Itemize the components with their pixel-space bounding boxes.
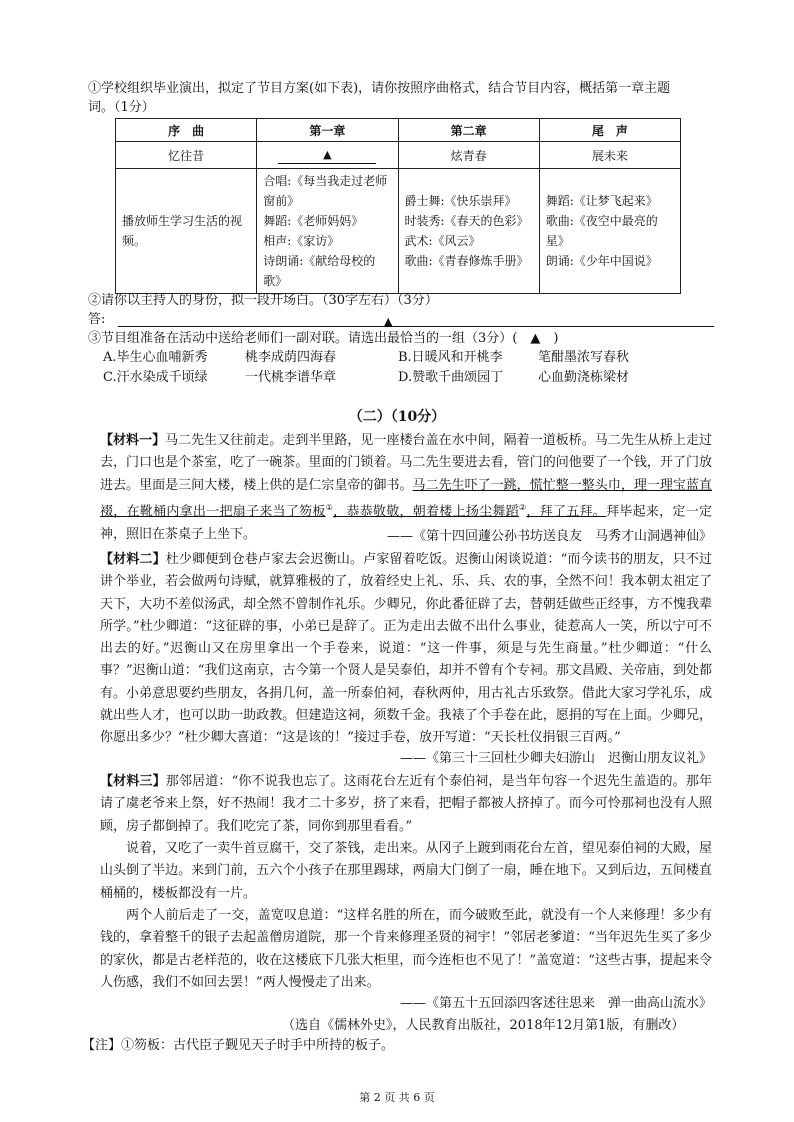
answer-blank[interactable] <box>278 146 376 164</box>
theme-chapter-2: 炫青春 <box>398 142 539 169</box>
citation: （选自《儒林外史》，人民教育出版社，2018年12月第1版，有删改） <box>282 1018 685 1033</box>
table-header-row <box>116 119 681 142</box>
note-ref-2: ② <box>518 502 527 512</box>
option-d-right: 心血勤浇栋梁材 <box>538 370 630 385</box>
header-overture: 序 曲 <box>116 119 257 142</box>
material-3 <box>100 771 712 838</box>
option-b-right: 笔酣墨浓写春秋 <box>538 350 630 365</box>
material-1-source: ——《第十四回蘧公孙书坊送良友 马秀才山洞遇神仙》 <box>386 529 712 544</box>
material-1-underlined-2: ，恭恭敬敬，朝着楼上扬尘舞蹈 <box>333 504 519 520</box>
content-chapter-2: 爵士舞:《快乐崇拜》 时装秀:《春天的色彩》 武术:《风云》 歌曲:《青春修炼手册》 <box>398 169 539 294</box>
material-3-p1: 那邻居道：“你不说我也忘了。这雨花台左近有个泰伯祠，是当年句容一个迟先生盖造的。那年请了虞老爷来上祭，好不热闹！我才二十多岁，挤了来看，把帽子都被人挤掉了。而今可怜那祠也没有人照顾，房子都倒掉了。我们吃完了茶，同你到那里看看。” <box>100 774 712 834</box>
question-3: ③节目组准备在活动中送给老师们一副对联。请选出最恰当的一组（3分）( ▲ ) <box>88 331 559 346</box>
section-title: （二）（10分） <box>348 409 446 425</box>
question-1-line1: ①学校组织毕业演出，拟定了节目方案(如下表)，请你按照序曲格式，结合节目内容，概括第一章主题 <box>88 81 671 96</box>
material-1-text-b: 拜毕起来，定一定神，照旧在茶桌子上坐下。 <box>100 504 712 542</box>
header-epilogue: 尾 声 <box>539 119 680 142</box>
table-content-row <box>116 169 681 294</box>
answer-line[interactable] <box>118 325 714 327</box>
theme-epilogue: 展未来 <box>539 142 680 169</box>
triangle-mark: ▲ <box>323 148 332 161</box>
material-3-p3: 两个人前后走了一交，盖宽叹息道：“这样名胜的所在，而今破败至此，就没有一个人来修理！多少有钱的，拿着整千的银子去起盖僧房道院，那一个肯来修理圣贤的祠宇！”邻居老爹道：“当年迟先生买了多少的家伙，都是古老样范的，收在这楼底下几张大柜里，而今连柜也不见了！”盖宽道：“这些古事，提起来令人伤感，我们不如回去罢！”两人慢慢走了出来。 <box>100 908 712 990</box>
header-chapter-2: 第二章 <box>398 119 539 142</box>
answer-triangle: ▲ <box>384 315 393 328</box>
material-2-source: ——《第三十三回杜少卿夫妇游山 迟衡山朋友议礼》 <box>399 751 712 766</box>
content-chapter-1: 合唱:《每当我走过老师窗前》 舞蹈:《老师妈妈》 相声:《家访》 诗朗诵:《献给母校的歌》 <box>257 169 398 294</box>
option-a[interactable]: A.毕生心血哺新秀 <box>103 350 208 365</box>
option-d[interactable]: D.赞歌千曲颂园丁 <box>398 370 504 385</box>
footnote: 【注】①笏板：古代臣子觐见天子时手中所持的板子。 <box>82 1038 395 1053</box>
material-3-label: 【材料三】 <box>100 774 166 789</box>
material-3-p2: 说着，又吃了一卖牛首豆腐干，交了茶钱，走出来。从冈子上踱到雨花台左首，望见泰伯祠的大殿，屋山头倒了半边。来到门前，五六个小孩子在那里踢球，两扇大门倒了一扇，睡在地下。又到后边，五间楼直桶桶的，楼板都没有一片。 <box>100 841 712 901</box>
header-chapter-1: 第一章 <box>257 119 398 142</box>
theme-overture: 忆往昔 <box>116 142 257 169</box>
material-1-underlined: 马二先生吓了一跳，慌忙整一整头巾，理一理宝蓝直裰，在靴桶内拿出一把扇子来当了笏板 <box>100 477 712 520</box>
material-2 <box>100 549 712 750</box>
table-theme-row <box>116 142 681 169</box>
option-c-right: 一代桃李谱华章 <box>245 370 337 385</box>
material-2-text: 杜少卿便到仓巷卢家去会迟衡山。卢家留着吃饭。迟衡山闲谈说道：“而今读书的朋友，只不过讲个举业，若会做两句诗赋，就算雅极的了，放着经史上礼、乐、兵、农的事，全然不问！我本朝太祖定了天下，大功不差似汤武，却全然不曾制作礼乐。少卿兄，你此番征辟了去，替朝廷做些正经事，方不愧我辈所学。”杜少卿道：“这征辟的事，小弟已是辞了。正为走出去做不出什么事业，徒惹高人一笑，所以宁可不出去的好。”迟衡山又在房里拿出一个手卷来，说道：“这一件事，须是与先生商量。”杜少卿道：“什么事？”迟衡山道：“我们这南京，古今第一个贤人是吴泰伯，却并不曾有个专祠。那文昌殿、关帝庙，到处都有。小弟意思要约些朋友，各捐几何，盖一所泰伯祠，春秋两仲，用古礼古乐致祭。借此大家习学礼乐，成就出些人才，也可以助一助政教。但建造这祠，须数千金。我裱了个手卷在此，愿捐的写在上面。少卿兄，你愿出多少？”杜少卿大喜道：“这是该的！”接过手卷，放开写道：“天长杜仪捐银三百两。” <box>100 552 712 746</box>
option-c[interactable]: C.汗水染成千顷绿 <box>103 370 208 385</box>
material-2-label: 【材料二】 <box>100 552 166 567</box>
material-1-text-a: 马二先生又往前走。走到半里路，见一座楼台盖在水中间，隔着一道板桥。马二先生从桥上走过去，门口也是个茶室，吃了一碗茶。里面的门锁着。马二先生要进去看，管门的问他要了一个钱，开了门放进去。里面是三间大楼，楼上供的是仁宗皇帝的御书。 <box>100 433 712 493</box>
material-1-label: 【材料一】 <box>100 433 166 448</box>
content-overture: 播放师生学习生活的视频。 <box>116 169 257 294</box>
theme-chapter-1-cell <box>257 142 398 169</box>
content-epilogue: 舞蹈:《让梦飞起来》 歌曲:《夜空中最亮的星》 朗诵:《少年中国说》 <box>539 169 680 294</box>
question-1-line2: 词。（1分） <box>88 100 155 115</box>
material-3-source: ——《第五十五回添四客述往思来 弹一曲高山流水》 <box>399 996 712 1011</box>
question-2: ②请你以主持人的身份，拟一段开场白。（30字左右）（3分） <box>88 293 438 308</box>
program-table <box>115 118 681 294</box>
material-1-underlined-3: ，拜了五拜。 <box>526 504 607 520</box>
option-a-right: 桃李成荫四海春 <box>245 350 337 365</box>
note-ref-1: ① <box>325 502 334 512</box>
page-footer: 第 2 页 共 6 页 <box>359 1091 435 1104</box>
option-b[interactable]: B.日暖风和开桃李 <box>398 350 503 365</box>
answer-label: 答: <box>88 312 106 327</box>
